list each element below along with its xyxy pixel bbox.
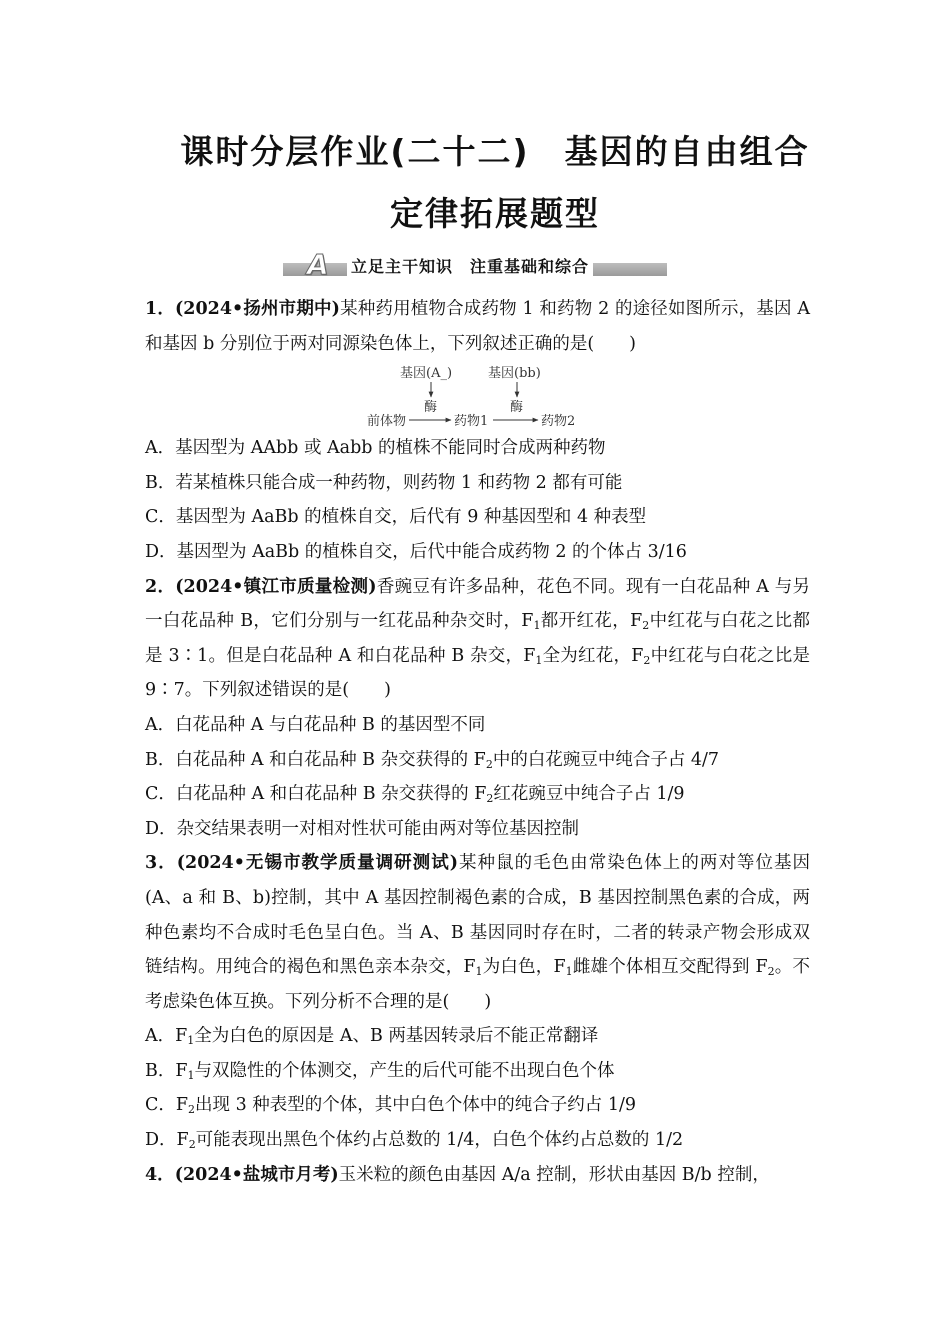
question-1-option-b: B．若某植株只能合成一种药物，则药物 1 和药物 2 都有可能 bbox=[145, 472, 623, 493]
subscript: 2 bbox=[188, 1138, 196, 1152]
subscript: 1 bbox=[533, 619, 541, 633]
question-text: 玉米粒的颜色由基因 A/a 控制，形状由基因 B/b 控制， bbox=[338, 1164, 770, 1185]
subscript: 1 bbox=[565, 965, 573, 979]
question-text: 中红花与白花之比都是 3∶1。但是白花品种 A 和白花品种 B 杂交，F bbox=[145, 611, 810, 666]
question-1-option-c: C．基因型为 AaBb 的植株自交，后代有 9 种基因型和 4 种表型 bbox=[145, 507, 647, 528]
option-text: A．F bbox=[145, 1026, 188, 1047]
subscript: 2 bbox=[486, 792, 494, 806]
page-title-line1: 课时分层作业(二十二) 基因的自由组合 bbox=[180, 132, 810, 171]
question-number: 4． bbox=[145, 1164, 175, 1185]
subscript: 1 bbox=[475, 965, 483, 979]
option-text: 可能表现出黑色个体约占总数的 1/4，白色个体约占总数的 1/2 bbox=[195, 1130, 684, 1151]
question-text: 。不考虑染色体互换。下列分析不合理的是( ) bbox=[145, 957, 810, 1012]
subscript: 2 bbox=[188, 1103, 196, 1117]
question-2-option-b bbox=[145, 743, 810, 778]
banner-letter-a-icon: A bbox=[307, 248, 329, 281]
question-source: (2024•镇江市质量检测) bbox=[175, 576, 377, 597]
question-2-stem bbox=[145, 570, 810, 708]
question-number: 1． bbox=[145, 299, 176, 319]
drug2-label: 药物2 bbox=[541, 414, 576, 430]
synthesis-pathway-diagram bbox=[365, 363, 605, 431]
question-text: 为白色，F bbox=[482, 957, 566, 978]
subscript: 2 bbox=[642, 619, 650, 633]
question-3-stem bbox=[145, 846, 810, 1019]
section-banner bbox=[283, 248, 667, 281]
option-text: 全为白色的原因是 A、B 两基因转录后不能正常翻译 bbox=[194, 1026, 599, 1047]
enzyme-label-1: 酶 bbox=[424, 400, 438, 416]
question-number: 2． bbox=[145, 576, 176, 597]
question-text: 香豌豆有许多品种，花色不同。现有一白花品种 A 与另一白花品种 B，它们分别与一红花品种杂交时，F bbox=[145, 576, 811, 632]
question-1-option-a: A．基因型为 AAbb 或 Aabb 的植株不能同时合成两种药物 bbox=[145, 438, 606, 459]
question-1-stem bbox=[145, 292, 810, 361]
option-text: 与双隐性的个体测交，产生的后代可能不出现白色个体 bbox=[194, 1060, 615, 1081]
option-text: D．F bbox=[145, 1130, 189, 1151]
subscript: 1 bbox=[535, 653, 543, 667]
question-text: 雌雄个体相互交配得到 F bbox=[572, 957, 768, 978]
question-2-option-c bbox=[145, 777, 810, 812]
option-text: C．白花品种 A 和白花品种 B 杂交获得的 F bbox=[145, 784, 487, 805]
gene-a-label: 基因(A_) bbox=[400, 366, 453, 382]
subscript: 1 bbox=[187, 1068, 195, 1082]
question-source: (2024•盐城市月考) bbox=[174, 1164, 339, 1185]
subscript: 2 bbox=[767, 965, 775, 979]
question-2-option-a: A．白花品种 A 与白花品种 B 的基因型不同 bbox=[145, 714, 486, 735]
question-text: 某种鼠的毛色由常染色体上的两对等位基因(A、a 和 B、b)控制，其中 A 基因控制褐色素的合成，B 基因控制黑色素的合成，两种色素均不合成时毛色呈白色。当 A、B 基因同时存在时，二者的转录产物会形成双链结构。用纯合的褐色和黑色亲本杂交，F bbox=[145, 853, 810, 978]
question-3-option-c bbox=[145, 1088, 810, 1123]
banner-text: 立足主干知识 注重基础和综合 bbox=[347, 254, 593, 277]
question-text: 都开红花，F bbox=[540, 611, 643, 632]
question-source: (2024•扬州市期中) bbox=[175, 299, 340, 319]
page-title-line2: 定律拓展题型 bbox=[390, 194, 600, 233]
precursor-label: 前体物 bbox=[367, 414, 407, 430]
question-text: 全为红花，F bbox=[542, 645, 644, 666]
option-text: B．F bbox=[145, 1060, 188, 1081]
question-text: 某种药用植物合成药物 1 和药物 2 的途径如图所示，基因 A 和基因 b 分别位于两对同源染色体上，下列叙述正确的是( ) bbox=[145, 299, 810, 354]
option-text: C．F bbox=[145, 1095, 189, 1116]
subscript: 1 bbox=[187, 1034, 195, 1048]
question-3-option-b bbox=[145, 1054, 810, 1089]
option-text: 中的白花豌豆中纯合子占 4/7 bbox=[492, 749, 720, 770]
question-number: 3． bbox=[145, 853, 177, 874]
drug1-label: 药物1 bbox=[454, 414, 489, 430]
subscript: 2 bbox=[485, 757, 493, 771]
option-text: 出现 3 种表型的个体，其中白色个体中的纯合子约占 1/9 bbox=[195, 1095, 637, 1116]
question-3-option-a bbox=[145, 1019, 810, 1054]
enzyme-label-2: 酶 bbox=[510, 400, 524, 416]
question-3-option-d bbox=[145, 1123, 810, 1158]
question-text: 中红花与白花之比是 9∶7。下列叙述错误的是( ) bbox=[145, 645, 810, 701]
gene-bb-label: 基因(bb) bbox=[488, 366, 541, 382]
option-text: 红花豌豆中纯合子占 1/9 bbox=[493, 784, 685, 805]
option-text: B．白花品种 A 和白花品种 B 杂交获得的 F bbox=[145, 749, 486, 770]
subscript: 2 bbox=[643, 653, 651, 667]
question-source: (2024•无锡市教学质量调研测试) bbox=[176, 853, 458, 874]
question-2-option-d: D．杂交结果表明一对相对性状可能由两对等位基因控制 bbox=[145, 818, 580, 839]
question-1-option-d: D．基因型为 AaBb 的植株自交，后代中能合成药物 2 的个体占 3/16 bbox=[145, 541, 687, 562]
question-4-stem bbox=[145, 1158, 810, 1193]
question-content bbox=[145, 292, 810, 1192]
